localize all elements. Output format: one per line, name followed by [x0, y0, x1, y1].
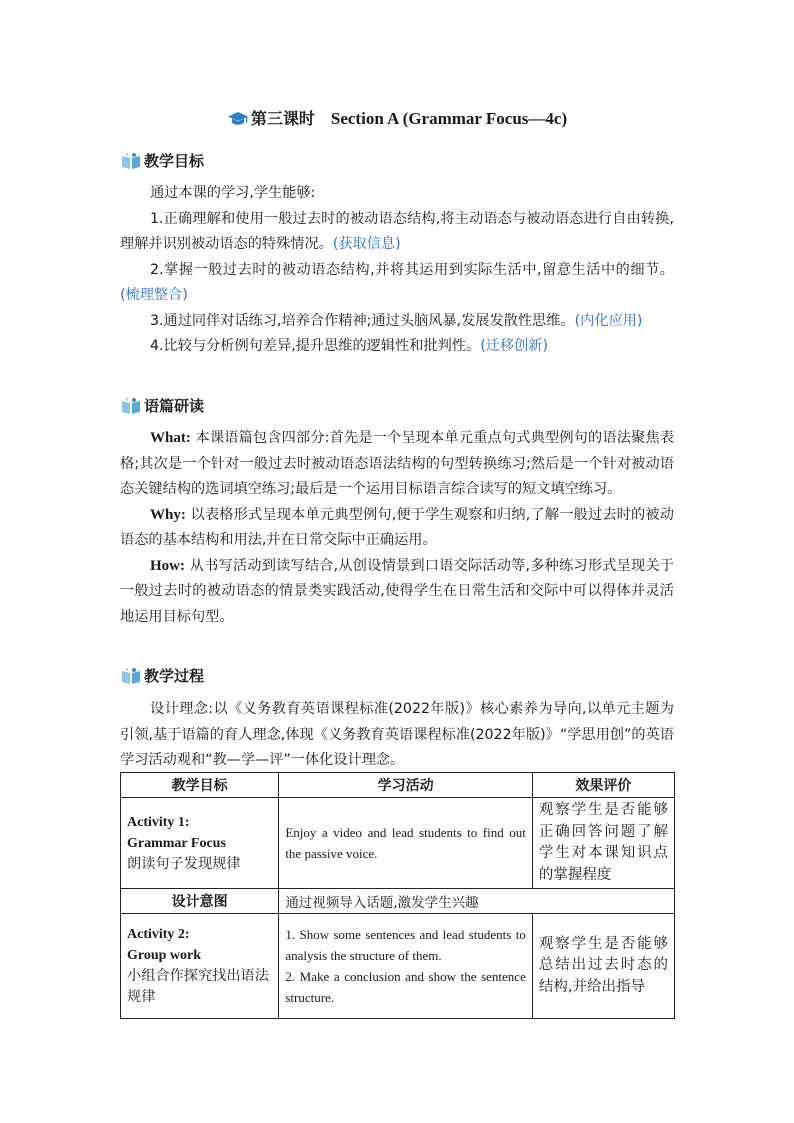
design-intent-text: 通过视频导入话题,激发学生兴趣	[279, 889, 675, 914]
process-body	[120, 697, 674, 774]
book-icon	[120, 667, 142, 685]
activity1-activity: Enjoy a video and lead students to find out the passive voice.	[279, 798, 533, 889]
activity2-evaluation: 观察学生是否能够总结出过去时态的结构,并给出指导	[532, 914, 674, 1019]
what-paragraph: What: 本课语篇包含四部分:首先是一个呈现本单元重点句式典型例句的语法聚焦表格;其次是一个针对一般过去时被动语态语法结构的句型转换练习;然后是一个针对被动语态关键结构的选词填空练习;最后是一个运用目标语言综合读写的短文填空练习。	[120, 430, 674, 497]
graduation-cap-icon	[227, 111, 249, 132]
objectives-heading	[120, 150, 204, 171]
design-intent-label: 设计意图	[121, 889, 279, 914]
why-paragraph: Why: 以表格形式呈现本单元典型例句,便于学生观察和归纳,了解一般过去时的被动语态的基本结构和用法,并在日常交际中正确运用。	[120, 506, 674, 548]
table-row	[121, 914, 675, 1019]
process-heading	[120, 665, 204, 686]
header-evaluation: 效果评价	[532, 773, 674, 798]
table-header-row	[121, 773, 675, 798]
how-paragraph: How: 从书写活动到读写结合,从创设情景到口语交际活动等,多种练习形式呈现关于一般过去时的被动语态的情景类实践活动,使得学生在日常生活和交际中可以得体并灵活地运用目标句型。	[120, 557, 674, 625]
objectives-intro: 通过本课的学习,学生能够:	[150, 185, 316, 201]
activity1-objective: Activity 1: Grammar Focus 朗读句子发现规律	[121, 798, 279, 889]
objectives-body	[120, 181, 674, 360]
table-row	[121, 889, 675, 914]
activity1-evaluation: 观察学生是否能够正确回答问题了解学生对本课知识点的掌握程度	[532, 798, 674, 889]
lesson-number: 第三课时	[250, 109, 315, 128]
lesson-section: Section A (Grammar Focus—4c)	[330, 109, 568, 128]
process-heading-text: 教学过程	[144, 667, 205, 685]
text-study-heading-text: 语篇研读	[144, 397, 205, 415]
design-concept: 设计理念:以《义务教育英语课程标准(2022年版)》核心素养为导向,以单元主题为引领,基于语篇的育人理念,体现《义务教育英语课程标准(2022年版)》“学思用创”的英语学习活动观和“教—学—评”一体化设计理念。	[120, 701, 674, 768]
objective-item: 1.正确理解和使用一般过去时的被动语态结构,将主动语态与被动语态进行自由转换,理解并识别被动语态的特殊情况。(获取信息)	[120, 210, 674, 252]
objective-item: 2.掌握一般过去时的被动语态结构,并将其运用到实际生活中,留意生活中的细节。(梳理整合)	[120, 261, 674, 303]
header-objective: 教学目标	[121, 773, 279, 798]
objective-item: 4.比较与分析例句差异,提升思维的逻辑性和批判性。(迁移创新)	[150, 338, 549, 354]
activity2-objective: Activity 2: Group work 小组合作探究找出语法规律	[121, 914, 279, 1019]
activity2-activity: 1. Show some sentences and lead students to analysis the structure of them. 2. Make a conclusion and show the sentence structure.	[279, 914, 533, 1019]
text-study-heading	[120, 395, 204, 416]
header-activity: 学习活动	[279, 773, 533, 798]
table-row	[121, 798, 675, 889]
objective-item: 3.通过同伴对话练习,培养合作精神;通过头脑风暴,发展发散性思维。(内化应用)	[150, 312, 643, 329]
text-study-body	[120, 426, 674, 630]
book-icon	[120, 152, 142, 170]
lesson-plan-table	[120, 772, 675, 1019]
objectives-heading-text: 教学目标	[144, 152, 205, 170]
book-icon	[120, 397, 142, 415]
lesson-title	[0, 106, 794, 132]
